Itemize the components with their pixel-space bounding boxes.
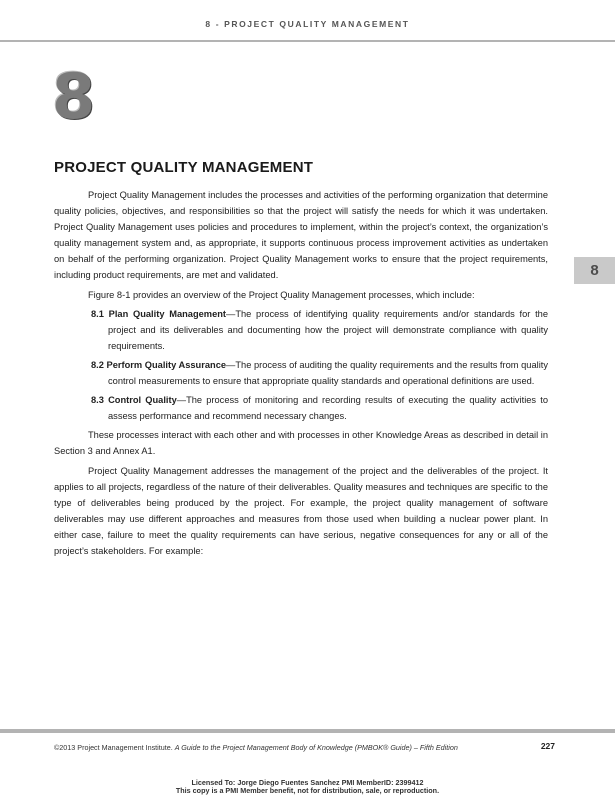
page-header (0, 0, 615, 42)
process-item-8-3 (54, 392, 548, 424)
process-term: 8.1 Plan Quality Management (91, 308, 227, 319)
process-description: —The process of identifying quality requirements and/or standards for the project and its deliverables and documenting how the project will demonstrate compliance with quality requirements. (108, 308, 548, 351)
license-line-2: This copy is a PMI Member benefit, not for distribution, sale, or reproduction. (175, 786, 440, 795)
process-item-8-2 (54, 357, 548, 389)
footer-copyright (54, 743, 458, 752)
chapter-title: PROJECT QUALITY MANAGEMENT (54, 159, 314, 176)
process-term: 8.3 Control Quality (91, 395, 177, 406)
process-item-8-1 (54, 306, 548, 354)
guide-title: A Guide to the Project Management Body of Knowledge (PMBOK® Guide) – Fifth Edition (174, 743, 458, 752)
overview-paragraph: Figure 8-1 provides an overview of the Project Quality Management processes, which include: (88, 289, 475, 300)
license-notice (0, 779, 615, 795)
intro-paragraph: Project Quality Management includes the processes and activities of the performing organization that determine quality policies, objectives, and responsibilities so that the project will satisfy the needs for which it was undertaken. Project Quality Management uses policies and procedures to implement, within the project’s context, the organization’s quality management system and, as appropriate, it supports continuous process improvement activities as undertaken on behalf of the performing organization. Project Quality Management works to ensure that the project requirements, including product requirements, are met and validated. (54, 190, 548, 281)
chapter-number: 8 (52, 60, 94, 133)
process-description: —The process of auditing the quality requirements and the results from quality control measurements to ensure that appropriate quality standards and operational definitions are used. (108, 359, 548, 387)
page-number: 227 (540, 741, 555, 751)
running-head: 8 - PROJECT QUALITY MANAGEMENT (205, 19, 410, 29)
body-text (54, 187, 548, 562)
interaction-paragraph: These processes interact with each other and with processes in other Knowledge Areas as described in detail in Section 3 and Annex A1. (54, 430, 548, 457)
process-term: 8.2 Perform Quality Assurance (91, 359, 227, 370)
addresses-paragraph: Project Quality Management addresses the management of the project and the deliverables of the project. It applies to all projects, regardless of the nature of their deliverables. Quality measures and techniques are specific to the type of deliverables being produced by the project. For example, the project quality management of software deliverables may use different approaches and measures from those used when building a nuclear power plant. In either case, failure to meet the quality requirements can have serious, negative consequences for any or all of the project’s stakeholders. For example: (54, 465, 548, 556)
copyright-prefix: ©2013 Project Management Institute. (54, 743, 175, 752)
chapter-side-tab: 8 (574, 257, 615, 284)
license-line-1: Licensed To: Jorge Diego Fuentes Sanchez PMI MemberID: 2399412 (191, 778, 424, 787)
footer-rule (0, 729, 615, 733)
process-description: —The process of monitoring and recording results of executing the quality activities to assess performance and recommend necessary changes. (108, 395, 548, 422)
